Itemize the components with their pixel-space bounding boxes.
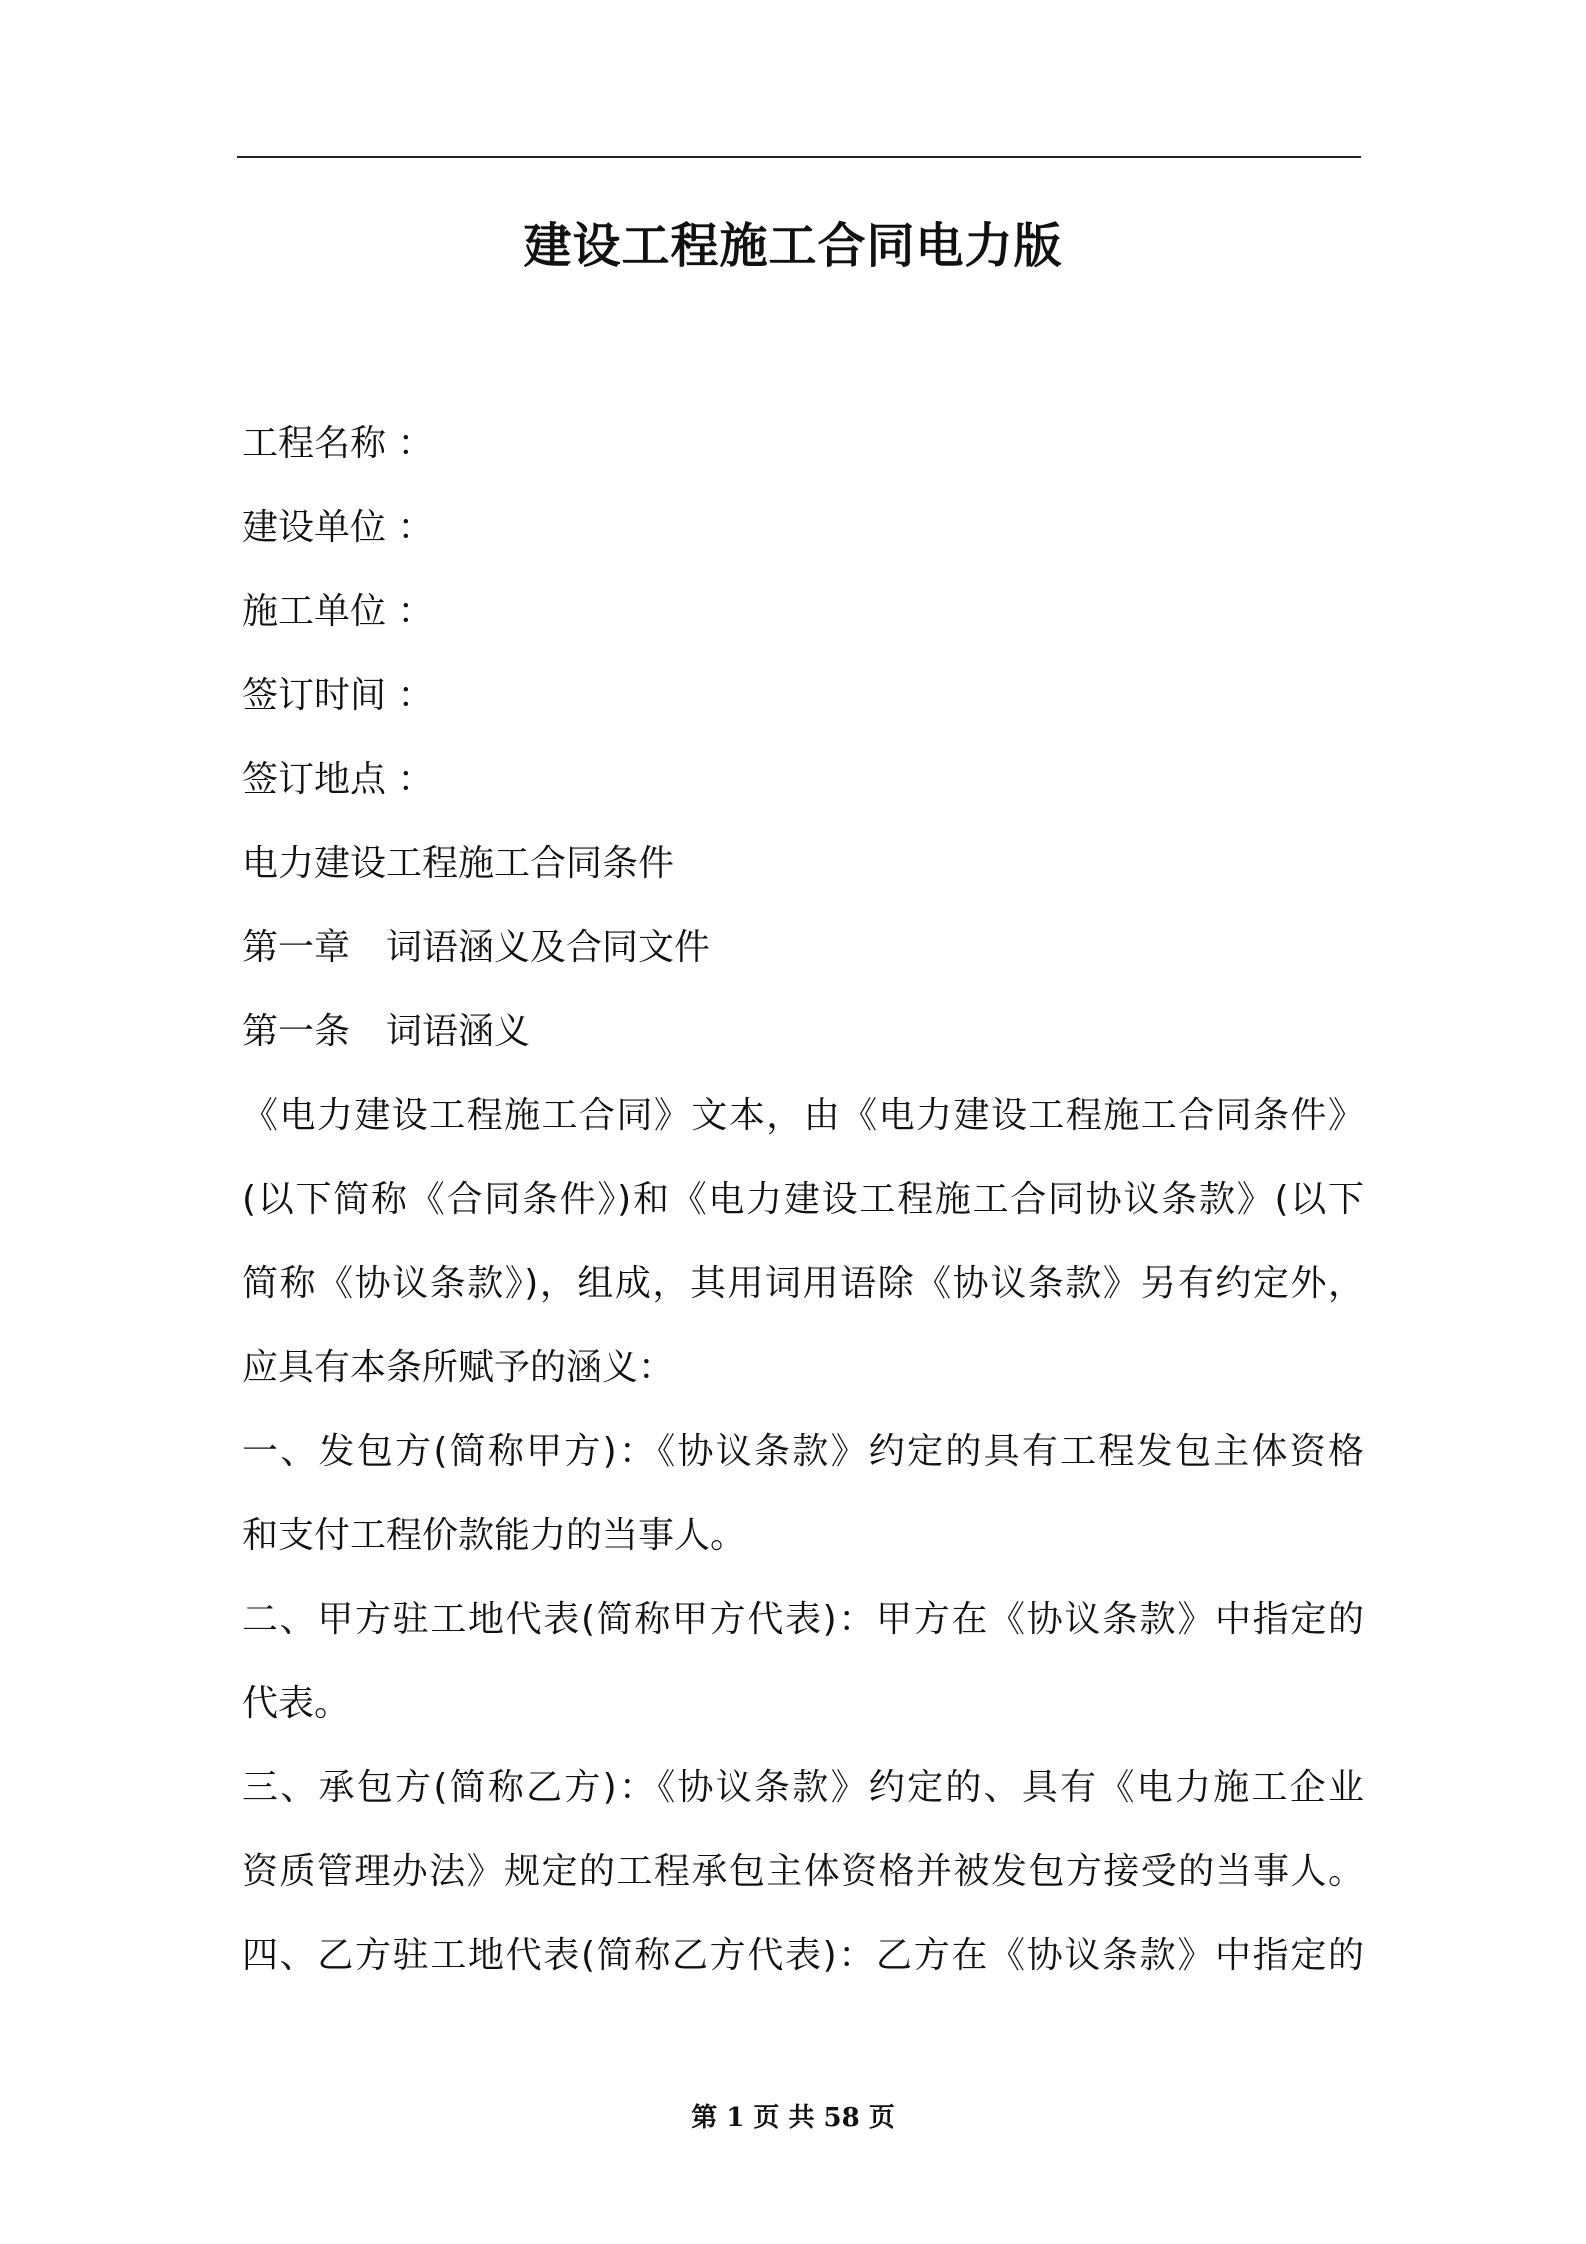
document-title: 建设工程施工合同电力版 bbox=[523, 218, 1063, 274]
definition-line: 和支付工程价款能力的当事人。 bbox=[242, 1515, 747, 1556]
paragraph-line: 应具有本条所赋予的涵义： bbox=[242, 1347, 675, 1388]
field-project-name: 工程名称 ： bbox=[242, 423, 434, 464]
definition-line: 二、甲方驻工地代表(简称甲方代表)：甲方在《协议条款》中指定的 bbox=[242, 1599, 1364, 1640]
article-heading: 第一条 词语涵义 bbox=[242, 1011, 531, 1052]
paragraph-line: 《电力建设工程施工合同》文本，由《电力建设工程施工合同条件》 bbox=[242, 1095, 1364, 1136]
field-owner-unit: 建设单位 ： bbox=[242, 507, 434, 548]
header-rule bbox=[237, 156, 1361, 158]
section-title: 电力建设工程施工合同条件 bbox=[242, 843, 675, 884]
paragraph-line: 简称《协议条款》)，组成，其用词用语除《协议条款》另有约定外， bbox=[242, 1263, 1364, 1304]
definition-line: 三、承包方(简称乙方)：《协议条款》约定的、具有《电力施工企业 bbox=[242, 1767, 1364, 1808]
field-contractor-unit: 施工单位 ： bbox=[242, 591, 434, 632]
page-number: 第 1 页 共 58 页 bbox=[691, 2103, 895, 2133]
paragraph-line: (以下简称《合同条件》)和《电力建设工程施工合同协议条款》(以下 bbox=[242, 1179, 1364, 1220]
field-signing-place: 签订地点 ： bbox=[242, 759, 434, 800]
chapter-heading: 第一章 词语涵义及合同文件 bbox=[242, 927, 711, 968]
document-body bbox=[242, 402, 1364, 1998]
definition-line: 代表。 bbox=[242, 1683, 351, 1724]
field-signing-time: 签订时间 ： bbox=[242, 675, 434, 716]
definition-line: 资质管理办法》规定的工程承包主体资格并被发包方接受的当事人。 bbox=[242, 1851, 1364, 1892]
definition-line: 四、乙方驻工地代表(简称乙方代表)：乙方在《协议条款》中指定的 bbox=[242, 1935, 1364, 1976]
definition-line: 一、发包方(简称甲方)：《协议条款》约定的具有工程发包主体资格 bbox=[242, 1431, 1364, 1472]
